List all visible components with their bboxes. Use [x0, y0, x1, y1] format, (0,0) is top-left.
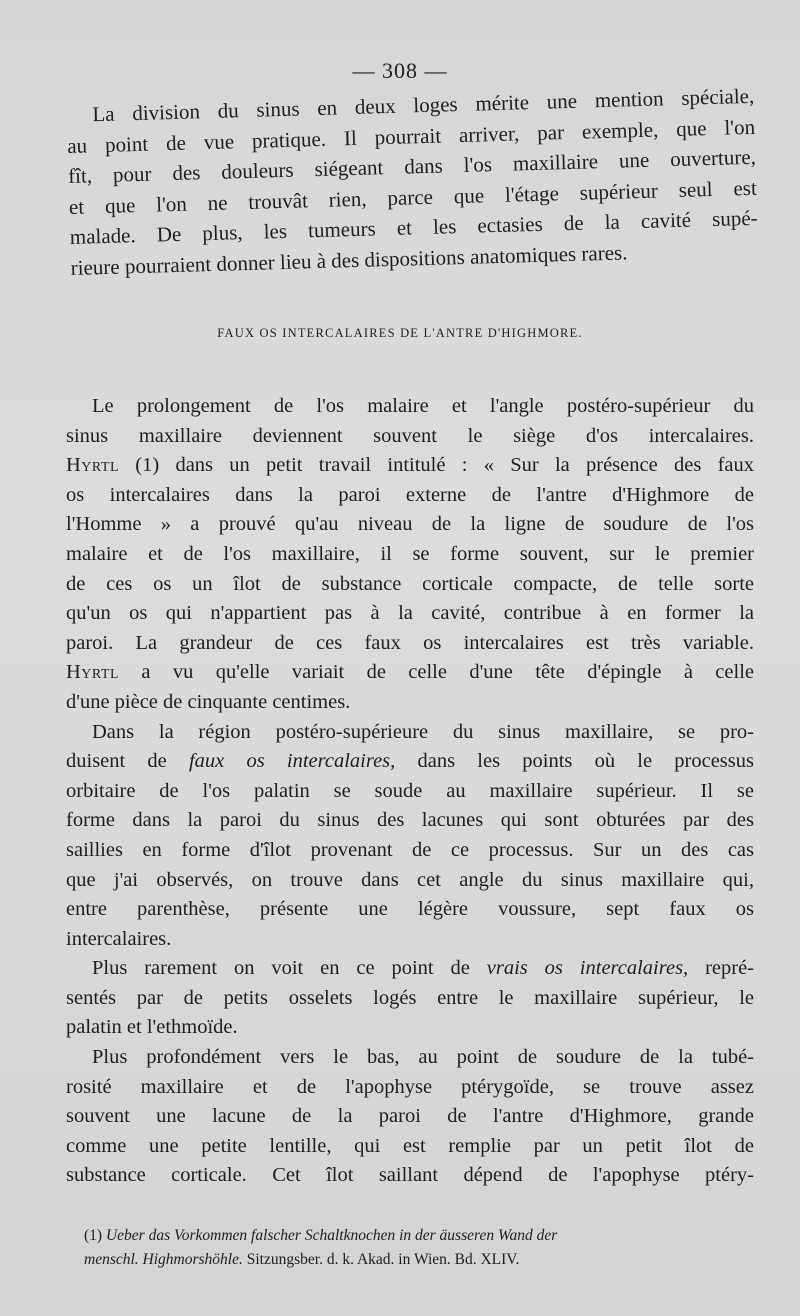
text-line: rieure pourraient donner lieu à des dispositions anatomiques rares. — [70, 239, 628, 280]
footnote-marker: (1) — [84, 1227, 106, 1244]
text-line: souvent une lacune de la paroi de l'antre d'Highmore, grande — [66, 1105, 754, 1128]
text-line: orbitaire de l'os palatin se soude au maxillaire supérieur. Il se — [66, 779, 754, 802]
text-run: repré- — [688, 957, 754, 980]
text-line: rosité maxillaire et de l'apophyse ptérygoïde, se trouve assez — [66, 1075, 754, 1098]
text-line: os intercalaires dans la paroi externe de l'antre d'Highmore de — [66, 483, 754, 506]
text-line: palatin et l'ethmoïde. — [66, 1016, 238, 1039]
section-heading: FAUX OS INTERCALAIRES DE L'ANTRE D'HIGHMORE. — [217, 326, 583, 340]
text-line: intercalaires. — [66, 927, 172, 950]
text-line: La division du sinus en deux loges mérite une mention spéciale, — [92, 83, 755, 127]
text-line — [66, 747, 754, 777]
text-line: malaire et de l'os maxillaire, il se forme souvent, sur le premier — [66, 542, 754, 565]
text-line: comme une petite lentille, qui est remplie par un petit îlot de — [66, 1134, 754, 1157]
footnote — [84, 1224, 764, 1272]
text-line: d'une pièce de cinquante centimes. — [66, 690, 351, 713]
text-line: substance corticale. Cet îlot saillant dépend de l'apophyse ptéry- — [66, 1164, 754, 1187]
italic-term: vrais os intercalaires, — [486, 957, 689, 980]
text-line: que j'ai observés, on trouve dans cet angle du sinus maxillaire qui, — [66, 868, 754, 891]
text-line: de ces os un îlot de substance corticale compacte, de telle sorte — [66, 572, 754, 595]
footnote-line — [84, 1224, 764, 1248]
text-line: l'Homme » a prouvé qu'au niveau de la ligne de soudure de l'os — [66, 513, 754, 536]
text-line — [66, 451, 754, 481]
text-run: (1) dans un petit travail intitulé : « Sur la présence des faux — [119, 454, 754, 477]
text-run: Plus rarement on voit en ce point de — [92, 957, 487, 980]
text-line: Plus profondément vers le bas, au point de soudure de la tubé- — [92, 1046, 754, 1069]
footnote-title: menschl. Highmorshöhle. — [84, 1251, 243, 1268]
text-line: malade. De plus, les tumeurs et les ectasies de la cavité supé- — [69, 205, 758, 249]
footnote-source: Sitzungsber. d. k. Akad. in Wien. Bd. XLIV. — [242, 1251, 520, 1268]
author-name: Hyrtl — [66, 661, 120, 684]
text-line: fît, pour des douleurs siégeant dans l'os maxillaire une ouverture, — [67, 144, 757, 188]
text-line: sentés par de petits osselets logés entre le maxillaire supérieur, le — [66, 986, 754, 1009]
text-line: entre parenthèse, présente une légère voussure, sept faux os — [66, 898, 754, 921]
text-line: qu'un os qui n'appartient pas à la cavité, contribue à en former la — [66, 602, 754, 625]
text-line: au point de vue pratique. Il pourrait arriver, par exemple, que l'on — [66, 114, 756, 158]
text-line — [66, 658, 754, 688]
text-line: sinus maxillaire deviennent souvent le siège d'os intercalaires. — [66, 424, 754, 447]
text-run: duisent de — [66, 750, 189, 773]
text-line: et que l'on ne trouvât rien, parce que l'étage supérieur seul est — [68, 175, 758, 219]
text-line — [66, 954, 754, 984]
text-line: forme dans la paroi du sinus des lacunes qui sont obturées par des — [66, 809, 754, 832]
body-text — [66, 392, 754, 1191]
text-line: paroi. La grandeur de ces faux os intercalaires est très variable. — [66, 631, 754, 654]
text-line: saillies en forme d'îlot provenant de ce processus. Sur un des cas — [66, 838, 754, 861]
page-number: — 308 — — [352, 58, 448, 83]
footnote-line — [84, 1248, 764, 1272]
text-run: a vu qu'elle variait de celle d'une tête d'épingle à celle — [119, 661, 754, 684]
author-name: Hyrtl — [66, 454, 120, 477]
text-run: dans les points où le processus — [395, 750, 754, 773]
italic-term: faux os intercalaires, — [188, 750, 396, 773]
text-line: Dans la région postéro-supérieure du sinus maxillaire, se pro- — [92, 720, 754, 743]
text-line: Le prolongement de l'os malaire et l'angle postéro-supérieur du — [92, 395, 754, 417]
footnote-title: Ueber das Vorkommen falscher Schaltknochen in der äusseren Wand der — [105, 1227, 558, 1244]
top-paragraph — [66, 81, 759, 283]
